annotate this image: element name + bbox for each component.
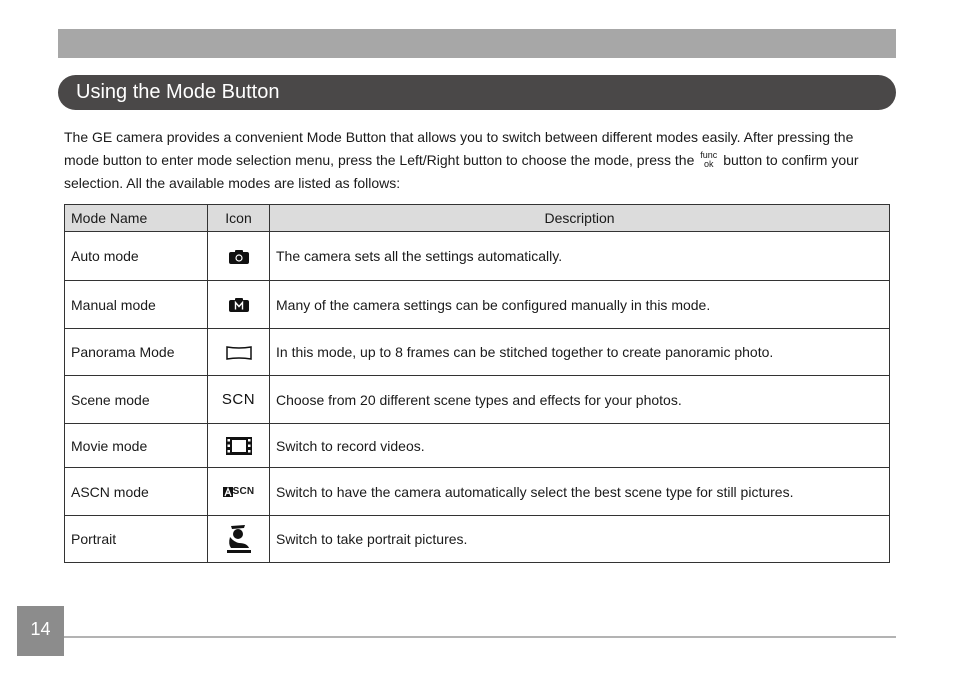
intro-text-part1: The GE camera provides a convenient Mode Button that allows you to switch between different modes easily. After pressing the mode button to enter mode selection menu, press the Left/Right button to choose the mode, press the bbox=[64, 129, 854, 168]
mode-name: Manual mode bbox=[65, 281, 208, 329]
table-row bbox=[65, 232, 890, 281]
table-row bbox=[65, 281, 890, 329]
top-decorative-bar bbox=[58, 29, 896, 58]
camera-icon bbox=[228, 249, 250, 265]
table-row bbox=[65, 468, 890, 516]
mode-name: Panorama Mode bbox=[65, 329, 208, 376]
ascn-icon bbox=[223, 486, 255, 497]
portrait-icon bbox=[225, 523, 253, 555]
mode-description: In this mode, up to 8 frames can be stitched together to create panoramic photo. bbox=[270, 329, 890, 376]
page-number: 14 bbox=[30, 619, 51, 639]
ascn-icon-text: SCN bbox=[232, 486, 255, 497]
table-row bbox=[65, 516, 890, 563]
mode-description: Switch to have the camera automatically select the best scene type for still pictures. bbox=[270, 468, 890, 516]
section-title: Using the Mode Button bbox=[76, 81, 280, 103]
mode-description: Many of the camera settings can be configured manually in this mode. bbox=[270, 281, 890, 329]
mode-name: ASCN mode bbox=[65, 468, 208, 516]
mode-name: Movie mode bbox=[65, 424, 208, 468]
scene-icon: SCN bbox=[221, 391, 256, 408]
mode-description: Switch to take portrait pictures. bbox=[270, 516, 890, 563]
page-number-box bbox=[17, 606, 64, 656]
func-ok-button-icon: func ok bbox=[700, 150, 718, 169]
table-row bbox=[65, 424, 890, 468]
panorama-icon bbox=[226, 346, 252, 360]
mode-description: The camera sets all the settings automatically. bbox=[270, 232, 890, 281]
mode-description: Switch to record videos. bbox=[270, 424, 890, 468]
header-description: Description bbox=[270, 205, 890, 232]
table-row bbox=[65, 329, 890, 376]
header-mode-name: Mode Name bbox=[65, 205, 208, 232]
mode-name: Auto mode bbox=[65, 232, 208, 281]
film-icon bbox=[225, 436, 253, 456]
intro-paragraph bbox=[64, 126, 890, 195]
mode-description: Choose from 20 different scene types and effects for your photos. bbox=[270, 376, 890, 424]
table-header-row bbox=[65, 205, 890, 232]
mode-name: Portrait bbox=[65, 516, 208, 563]
mode-name: Scene mode bbox=[65, 376, 208, 424]
footer-line bbox=[64, 636, 896, 638]
table-row bbox=[65, 376, 890, 424]
intro-text-part2: button to confirm your selection. All the available modes are listed as follows: bbox=[64, 152, 859, 191]
auto-a-icon bbox=[223, 487, 233, 497]
modes-table bbox=[64, 204, 890, 563]
manual-camera-icon bbox=[228, 297, 250, 313]
header-icon: Icon bbox=[208, 205, 270, 232]
section-header bbox=[58, 75, 896, 110]
